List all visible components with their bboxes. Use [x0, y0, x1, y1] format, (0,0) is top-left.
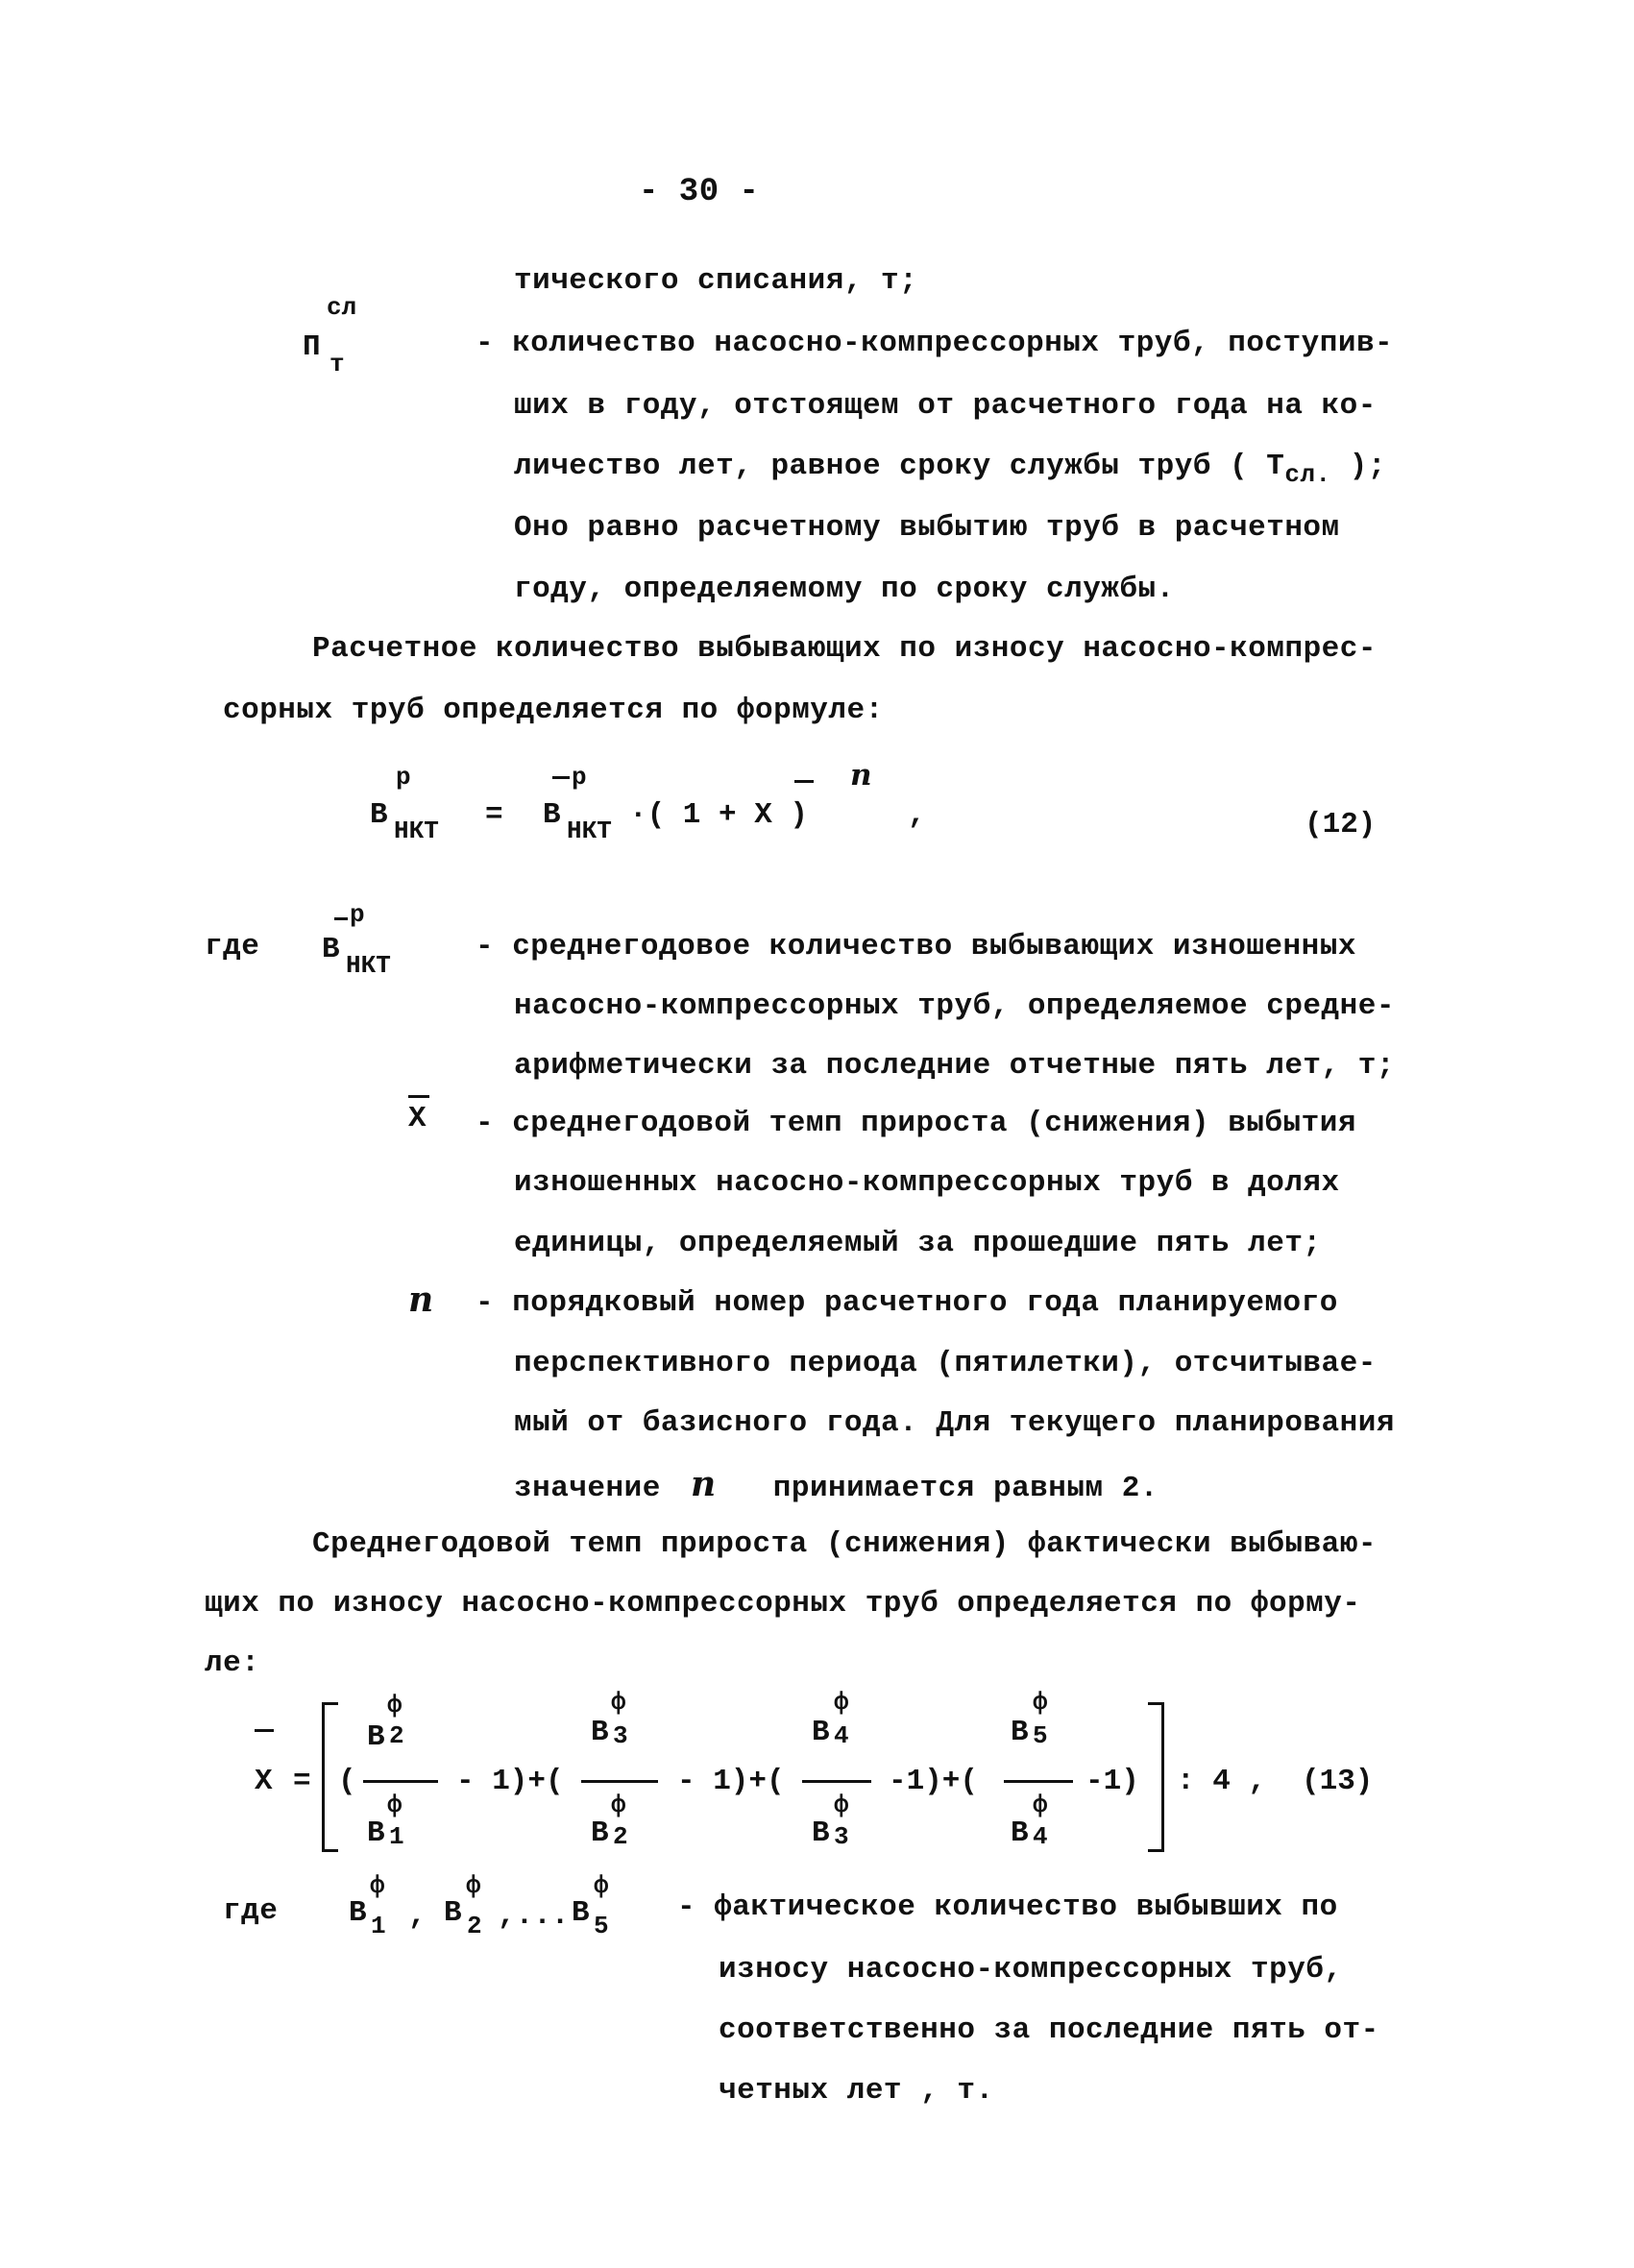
where1-n-line-4 — [514, 1465, 1158, 1508]
continuation-line: тического списания, т; — [514, 264, 918, 298]
where1-n-line-2: перспективного периода (пятилетки), отсчитывае- — [514, 1347, 1377, 1380]
f13-f1-bar — [363, 1780, 438, 1783]
symbol-p-sup: сл — [327, 293, 357, 322]
where1-label: где — [205, 930, 260, 963]
f13-f1-num-sup: ф — [387, 1691, 402, 1719]
where1-sym-bar — [334, 917, 348, 920]
where1-n-last-b: принимается равным 2. — [772, 1472, 1158, 1505]
f13-f4-num-sub: 5 — [1033, 1721, 1048, 1750]
f13-f4-num-sup: ф — [1033, 1688, 1048, 1717]
f13-x: X — [255, 1765, 273, 1798]
para1-line-2: сорных труб определяется по формуле: — [223, 694, 884, 727]
where2-line-2: износу насосно-компрессорных труб, — [719, 1953, 1343, 1987]
where1-x-line-3: единицы, определяемый за прошедшие пять лет; — [514, 1227, 1322, 1260]
f12-x-bar — [794, 780, 814, 783]
where2-sep-2: ,... — [498, 1899, 570, 1933]
f13-f3-num-sub: 4 — [834, 1721, 849, 1750]
f13-minus-one-2: - 1)+( — [677, 1765, 785, 1798]
where2-s1-base: В — [349, 1896, 367, 1930]
f13-f2-num-sub: 3 — [613, 1721, 628, 1750]
para1-line-1: Расчетное количество выбывающих по износу насосно-компрес- — [312, 632, 1377, 666]
f13-f3-den-sub: 3 — [834, 1822, 849, 1851]
f13-f4-bar — [1004, 1780, 1073, 1783]
def-p-line-4: Оно равно расчетному выбытию труб в расчетном — [514, 511, 1340, 545]
where1-n-line-1: - порядковый номер расчетного года планируемого — [476, 1286, 1338, 1320]
formula-12-number: (12) — [1305, 808, 1377, 841]
f12-comma: , — [908, 798, 926, 832]
para2-line-1: Среднегодовой темп прироста (снижения) фактически выбываю- — [312, 1527, 1377, 1561]
tsl-base: Т — [1266, 450, 1285, 483]
f13-f3-bar — [802, 1780, 871, 1783]
where2-line-1: - фактическое количество выбывших по — [677, 1890, 1338, 1924]
f12-equals: = — [485, 798, 503, 832]
def-p-line-1: - количество насосно-компрессорных труб, поступив- — [476, 327, 1394, 360]
para2-line-3: ле: — [205, 1646, 260, 1680]
f13-f1-num-sub: 2 — [389, 1721, 404, 1750]
f12-rhs-base: В — [543, 798, 561, 832]
f13-f3-num-sup: ф — [834, 1688, 849, 1717]
where1-x-line-2: изношенных насосно-компрессорных труб в долях — [514, 1166, 1340, 1200]
where2-sep-1: , — [408, 1899, 427, 1933]
where1-n-sym: n — [408, 1280, 434, 1320]
f13-f4-den-sub: 4 — [1033, 1822, 1048, 1851]
f13-open-paren: ( — [338, 1765, 356, 1798]
f13-f2-num-sup: ф — [611, 1688, 626, 1717]
def-p-line-3 — [514, 448, 1386, 489]
where1-sym-sub: НКТ — [346, 951, 391, 980]
f13-f3-num-base: В — [812, 1716, 830, 1749]
f13-tail: : 4 , — [1177, 1765, 1267, 1798]
f12-rhs-bar — [552, 776, 570, 779]
where2-s5-sup: ф — [594, 1871, 609, 1900]
where1-line-1: - среднегодовое количество выбывающих изношенных — [476, 930, 1356, 963]
where1-sym-sup: р — [350, 900, 365, 929]
f13-f2-den-sup: ф — [611, 1791, 626, 1819]
where1-x-sym: X — [408, 1102, 427, 1135]
f13-f1-num-base: В — [367, 1720, 385, 1754]
formula-13-number: (13) — [1302, 1765, 1374, 1798]
where2-s5-sub: 5 — [594, 1912, 609, 1940]
where2-label: где — [223, 1894, 279, 1928]
symbol-p-sub: т — [329, 350, 345, 378]
f13-eq: = — [293, 1765, 311, 1798]
f12-lhs-sub: НКТ — [394, 817, 439, 845]
f13-f1-den-sup: ф — [387, 1791, 402, 1819]
f13-f4-den-base: В — [1011, 1817, 1029, 1850]
where2-s2-sup: ф — [466, 1871, 481, 1900]
where1-x-bar — [408, 1095, 429, 1098]
f13-f2-num-base: В — [591, 1716, 609, 1749]
symbol-p-base: П — [303, 330, 321, 364]
f13-f2-bar — [581, 1780, 658, 1783]
where1-line-2: насосно-компрессорных труб, определяемое средне- — [514, 989, 1395, 1023]
where1-line-3: арифметически за последние отчетные пять лет, т; — [514, 1049, 1395, 1083]
f12-exp: n — [850, 758, 872, 793]
f12-lhs-sup: р — [396, 763, 411, 792]
def-p-line-5: году, определяемому по сроку службы. — [514, 573, 1175, 606]
where2-s2-base: В — [444, 1896, 462, 1930]
where2-s1-sup: ф — [370, 1871, 385, 1900]
f13-right-bracket — [1148, 1702, 1164, 1852]
f13-f2-den-base: В — [591, 1817, 609, 1850]
f13-f4-den-sup: ф — [1033, 1791, 1048, 1819]
f13-f3-den-sup: ф — [834, 1791, 849, 1819]
f13-minus-one-1: - 1)+( — [456, 1765, 564, 1798]
f12-lhs-base: В — [370, 798, 388, 832]
where2-s5-base: В — [572, 1896, 590, 1930]
where2-line-4: четных лет , т. — [719, 2074, 994, 2108]
f13-f3-den-base: В — [812, 1817, 830, 1850]
page-number: - 30 - — [639, 174, 760, 210]
where1-n-last-a: значение — [514, 1472, 661, 1505]
where2-s2-sub: 2 — [467, 1912, 482, 1940]
f13-minus-one-3: -1)+( — [889, 1765, 979, 1798]
def-p-line-2: ших в году, отстоящем от расчетного года на ко- — [514, 389, 1377, 423]
f12-rhs-sub: НКТ — [567, 817, 612, 845]
def-p-line-3-text: личество лет, равное сроку службы труб ( — [514, 450, 1267, 483]
f13-f1-den-sub: 1 — [389, 1822, 404, 1851]
f13-left-bracket — [322, 1702, 338, 1852]
f12-mid: ·( 1 + X ) — [629, 798, 809, 832]
f13-f2-den-sub: 2 — [613, 1822, 628, 1851]
f13-x-bar — [255, 1729, 274, 1732]
where2-s1-sub: 1 — [371, 1912, 386, 1940]
tsl-sub: сл. — [1284, 460, 1331, 489]
para2-line-2: щих по износу насосно-компрессорных труб определяется по форму- — [205, 1587, 1361, 1621]
where1-n-line-3: мый от базисного года. Для текущего планирования — [514, 1406, 1395, 1440]
f13-f4-num-base: В — [1011, 1716, 1029, 1749]
where1-x-line-1: - среднегодовой темп прироста (снижения) выбытия — [476, 1107, 1356, 1140]
f13-f1-den-base: В — [367, 1817, 385, 1850]
f12-rhs-sup: р — [572, 763, 587, 792]
where1-sym-base: В — [322, 933, 340, 966]
where2-line-3: соответственно за последние пять от- — [719, 2013, 1379, 2047]
tsl-close: ); — [1330, 450, 1386, 483]
f13-minus-one-4: -1) — [1085, 1765, 1139, 1798]
where1-n-last-sym: n — [690, 1464, 717, 1504]
